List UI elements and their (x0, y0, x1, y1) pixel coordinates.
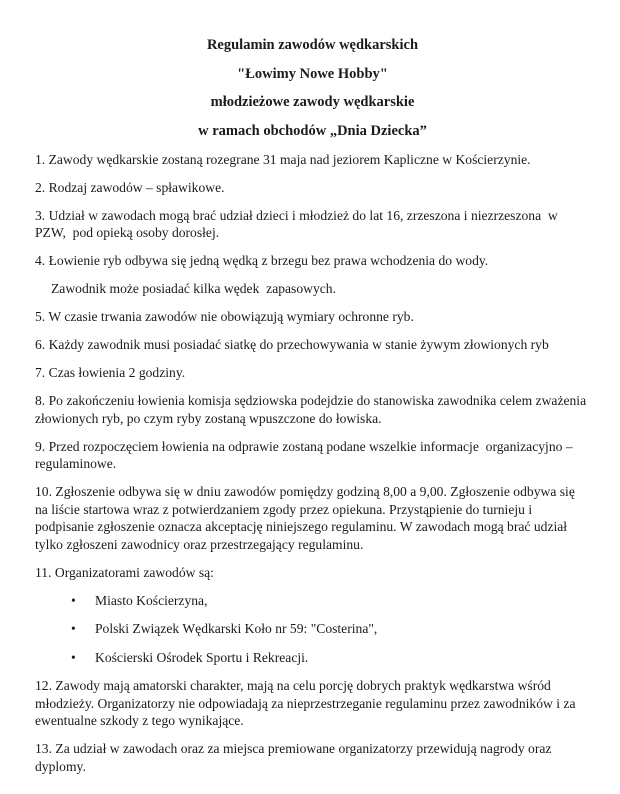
paragraph-13: 13. Za udział w zawodach oraz za miejsca premiowane organizatorzy przewidują nagrody oraz dyplomy. (35, 741, 555, 774)
doc-title-line-1: Regulamin zawodów wędkarskich (206, 37, 419, 53)
paragraph-8: 8. Po zakończeniu łowienia komisja sędziowska podejdzie do stanowiska zawodnika celem zważenia złowionych ryb, po czym ryby zostaną wpuszczone do łowiska. (35, 393, 590, 426)
doc-title-line-2: "Łowimy Nowe Hobby" (237, 65, 388, 82)
paragraph-12: 12. Zawody mają amatorski charakter, mają na celu porcję dobrych praktyk wędkarstwa wśród młodzieży. Organizatorzy nie odpowiadają za nieprzestrzeganie regulaminu przez zawodników i za ewentualne szkody z tego wynikające. (35, 678, 579, 728)
bullet-item-label: Miasto Kościerzyna, (95, 592, 208, 608)
bullet-dot: • (71, 621, 76, 636)
document-title-block (35, 36, 590, 140)
paragraph-5: 5. W czasie trwania zawodów nie obowiązują wymiary ochronne ryb. (35, 309, 414, 324)
paragraph-2: 2. Rodzaj zawodów – spławikowe. (35, 179, 225, 195)
paragraph-6: 6. Każdy zawodnik musi posiadać siatkę do przechowywania w stanie żywym złowionych ryb (35, 337, 549, 352)
paragraph-9: 9. Przed rozpoczęciem łowienia na odprawie zostaną podane wszelkie informacje organizacyjno – regulaminowe. (35, 438, 577, 471)
doc-title-line-4: w ramach obchodów „Dnia Dziecka” (198, 122, 427, 139)
list-item (35, 620, 590, 638)
bullet-dot: • (71, 592, 76, 608)
paragraph-10: 10. Zgłoszenie odbywa się w dniu zawodów pomiędzy godziną 8,00 a 9,00. Zgłoszenie odbywa się na liście startowa wraz z potwierdzaniem zgody przez opiekuna. Przystąpienie do turnieju i podpisanie zgłoszenie oznacza akceptację niniejszego regulaminu. W zawodach mogą brać udział tylko zgłoszeni zawodnicy oraz przestrzegający regulaminu. (35, 484, 579, 552)
bullet-dot: • (71, 649, 76, 665)
list-item (35, 649, 590, 667)
bullet-item-label: Polski Związek Wędkarski Koło nr 59: "Costerina", (95, 621, 378, 636)
doc-title-line-3: młodzieżowe zawody wędkarskie (210, 94, 415, 110)
bullet-item-label: Kościerski Ośrodek Sportu i Rekreacji. (95, 649, 309, 665)
paragraph-1: 1. Zawody wędkarskie zostaną rozegrane 31 maja nad jeziorem Kapliczne w Kościerzynie. (35, 151, 531, 167)
list-item (35, 592, 590, 610)
paragraph-7: 7. Czas łowienia 2 godziny. (35, 365, 186, 380)
paragraph-3: 3. Udział w zawodach mogą brać udział dzieci i młodzież do lat 16, zrzeszona i niezrzeszona w PZW, pod opieką osoby dorosłej. (35, 207, 562, 240)
paragraph-4: 4. Łowienie ryb odbywa się jedną wędką z brzegu bez prawa wchodzenia do wody. (35, 253, 489, 268)
paragraph-4-subnote: Zawodnik może posiadać kilka wędek zapasowych. (51, 281, 336, 296)
paragraph-11-list-intro: 11. Organizatorami zawodów są: (35, 564, 214, 580)
